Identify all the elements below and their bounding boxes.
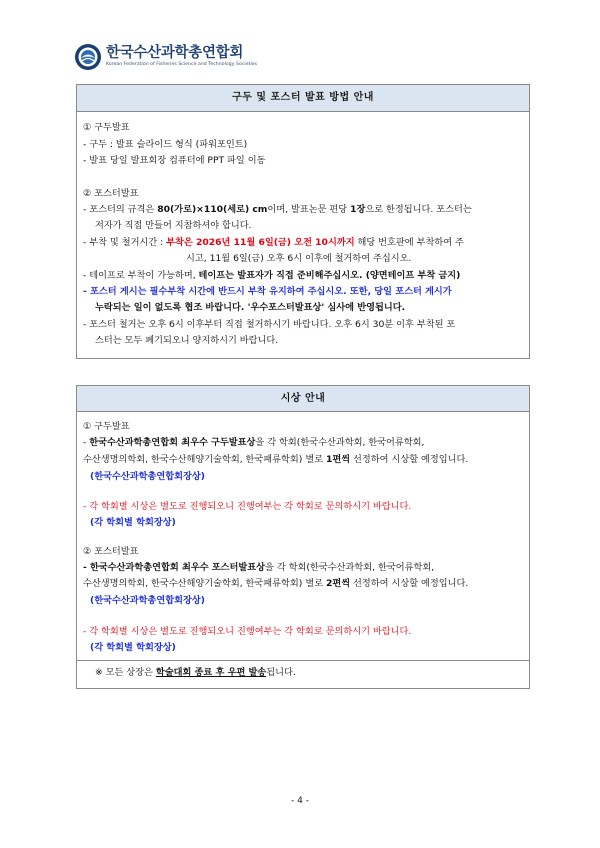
oral-heading: ① 구두발표 (83, 122, 130, 133)
award-delivery-note: ※ 모든 상장은 학술대회 종료 후 우편 발송됩니다. (95, 667, 296, 678)
poster-time-line-1: - 부착 및 철거시간 : 부착은 2026년 11월 6일(금) 오전 10시까지 해당 번호판에 부착하여 주 (83, 237, 464, 248)
presentation-method-title: 구두 및 포스터 발표 방법 안내 (77, 85, 529, 112)
award-poster-society-note: - 각 학회별 시상은 별도로 진행되오니 진행여부는 각 학회로 문의하시기 바랍니다. (83, 626, 412, 637)
award-oral-federation-prize: (한국수산과학총연합회장상) (90, 471, 205, 482)
award-oral-heading: ① 구두발표 (83, 421, 130, 432)
poster-time-line-2: 시고, 11월 6일(금) 오후 6시 이후에 철거하여 주십시오. (186, 253, 412, 264)
poster-heading: ② 포스터발표 (83, 188, 139, 199)
award-oral-line-2: 수산생명의학회, 한국수산해양기술학회, 한국패류학회) 별로 1편씩 선정하여 시상할 예정입니다. (83, 454, 469, 465)
oral-item-2: - 발표 당일 발표회장 컴퓨터에 PPT 파일 이동 (83, 155, 266, 166)
poster-spec-line-2: 저자가 직접 만들어 지참하셔야 합니다. (95, 220, 252, 231)
poster-removal-line-1: - 포스터 철거는 오후 6시 이후부터 직접 철거하시기 바랍니다. 오후 6시 30분 이후 부착된 포 (83, 319, 456, 330)
org-name: 한국수산과학총연합회 (106, 45, 244, 62)
award-poster-society-prize: (각 학회별 학회장상) (90, 642, 176, 653)
poster-tape-line: - 테이프로 부착이 가능하며, 테이프는 발표자가 직접 준비해주십시오. (양면테이프 부착 금지) (83, 270, 461, 281)
poster-display-line-2: 누락되는 일이 없도록 협조 바랍니다. '우수포스터발표상' 심사에 반영됩니다. (95, 302, 406, 313)
award-poster-line-1: - 한국수산과학총연합회 최우수 포스터발표상을 각 학회(한국수산과학회, 한국어류학회, (83, 562, 435, 573)
org-logo (74, 42, 257, 72)
award-oral-society-prize: (각 학회별 학회장상) (90, 517, 176, 528)
award-poster-line-2: 수산생명의학회, 한국수산해양기술학회, 한국패류학회) 별로 2편씩 선정하여 시상할 예정입니다. (83, 578, 469, 589)
presentation-method-box (76, 84, 530, 359)
award-poster-heading: ② 포스터발표 (83, 546, 139, 557)
poster-removal-line-2: 스터는 모두 폐기되오니 양지하시기 바랍니다. (95, 335, 279, 346)
poster-display-line-1: - 포스터 게시는 필수부착 시간에 반드시 부착 유지하여 주십시오. 또한, 당일 포스터 게시가 (83, 286, 452, 297)
award-oral-line-1: - 한국수산과학총연합회 최우수 구두발표상을 각 학회(한국수산과학회, 한국어류학회, (83, 437, 425, 448)
awards-title: 시상 안내 (77, 386, 529, 412)
org-name-english: Korean Federation of Fisheries Science and Technology Societies (106, 61, 258, 67)
award-poster-federation-prize: (한국수산과학총연합회장상) (90, 595, 205, 606)
poster-spec-line-1: - 포스터의 규격은 80(가로)×110(세로) cm이며, 발표논문 편당 1장으로 한정됩니다. 포스터는 (83, 204, 472, 215)
page-number: - 4 - (291, 796, 309, 806)
awards-box (76, 385, 530, 689)
oral-item-1: - 구두 : 발표 슬라이드 형식 (파워포인트) (83, 139, 248, 150)
award-oral-society-note: - 각 학회별 시상은 별도로 진행되오니 진행여부는 각 학회로 문의하시기 바랍니다. (83, 501, 412, 512)
federation-emblem-icon (74, 43, 102, 71)
